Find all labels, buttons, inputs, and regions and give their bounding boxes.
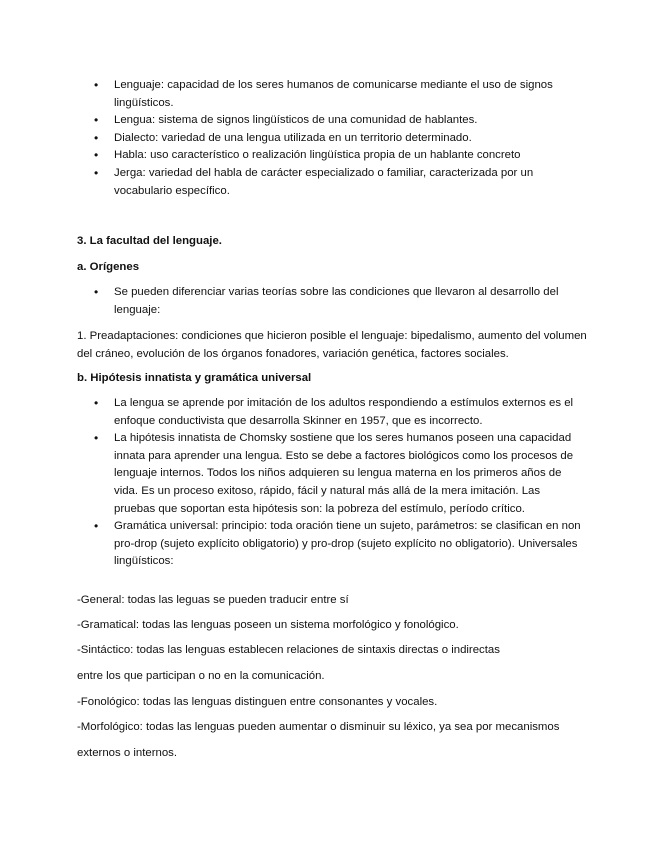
universal-general: -General: todas las leguas se pueden traducir entre sí	[77, 594, 349, 606]
definitions-list	[0, 77, 655, 200]
origins-item: • Se pueden diferenciar varias teorías sobre las condiciones que llevaron al desarrollo del lenguaje:	[0, 284, 655, 319]
hypothesis-item: • Gramática universal: principio: toda oración tiene un sujeto, parámetros: se clasifican en non pro-drop (sujeto explícito obligatorio) y pro-drop (sujeto explícito no obligatorio). Universales lingüísticos:	[0, 518, 655, 571]
hypothesis-item: • La lengua se aprende por imitación de los adultos respondiendo a estímulos externos es el enfoque conductivista que desarrolla Skinner en 1957, que es incorrecto.	[0, 395, 655, 430]
origins-list-block	[0, 284, 655, 319]
hypothesis-list	[0, 395, 655, 571]
definition-item: • Dialecto: variedad de una lengua utilizada en un territorio determinado.	[0, 130, 655, 148]
universal-morfologico-line2: externos o internos.	[77, 747, 178, 759]
universal-gramatical: -Gramatical: todas las lenguas poseen un sistema morfológico y fonológico.	[77, 619, 459, 631]
universal-sintactico-line1: -Sintáctico: todas las lenguas establecen relaciones de sintaxis directas o indirectas	[77, 644, 500, 656]
universal-fonologico: -Fonológico: todas las lenguas distinguen entre consonantes y vocales.	[77, 696, 438, 708]
subsection-heading-origins: a. Orígenes	[77, 261, 140, 273]
hypothesis-item: • La hipótesis innatista de Chomsky sostiene que los seres humanos poseen una capacidad innata para aprender una lengua. Esto se debe a factores biológicos como los procesos de lenguaje internos. Todos los niños adquieren su lengua materna en los primeros años de vida. Es un proceso exitoso, rápido, fácil y natural más allá de la mera imitación. Las pruebas que soportan esta hipótesis son: la pobreza del estímulo, período crítico.	[0, 430, 655, 518]
section-heading: 3. La facultad del lenguaje.	[77, 235, 222, 247]
definition-item: • Habla: uso característico o realización lingüística propia de un hablante concreto	[0, 147, 655, 165]
origins-list	[0, 284, 655, 319]
preadaptaciones-paragraph: 1. Preadaptaciones: condiciones que hicieron posible el lenguaje: bipedalismo, aumento del volumen del cráneo, evolución de los órganos fonadores, variación genética, factores sociales.	[77, 330, 587, 360]
definition-item: • Jerga: variedad del habla de carácter especializado o familiar, caracterizada por un vocabulario específico.	[0, 165, 655, 200]
definitions-list-block	[0, 77, 655, 200]
universal-sintactico-line2: entre los que participan o no en la comunicación.	[77, 670, 325, 682]
definition-item: • Lenguaje: capacidad de los seres humanos de comunicarse mediante el uso de signos lingüísticos.	[0, 77, 655, 112]
universal-morfologico-line1: -Morfológico: todas las lenguas pueden aumentar o disminuir su léxico, ya sea por mecanismos	[77, 721, 560, 733]
definition-item: • Lengua: sistema de signos lingüísticos de una comunidad de hablantes.	[0, 112, 655, 130]
subsection-heading-hypothesis: b. Hipótesis innatista y gramática universal	[77, 372, 312, 384]
hypothesis-list-block	[0, 395, 655, 571]
